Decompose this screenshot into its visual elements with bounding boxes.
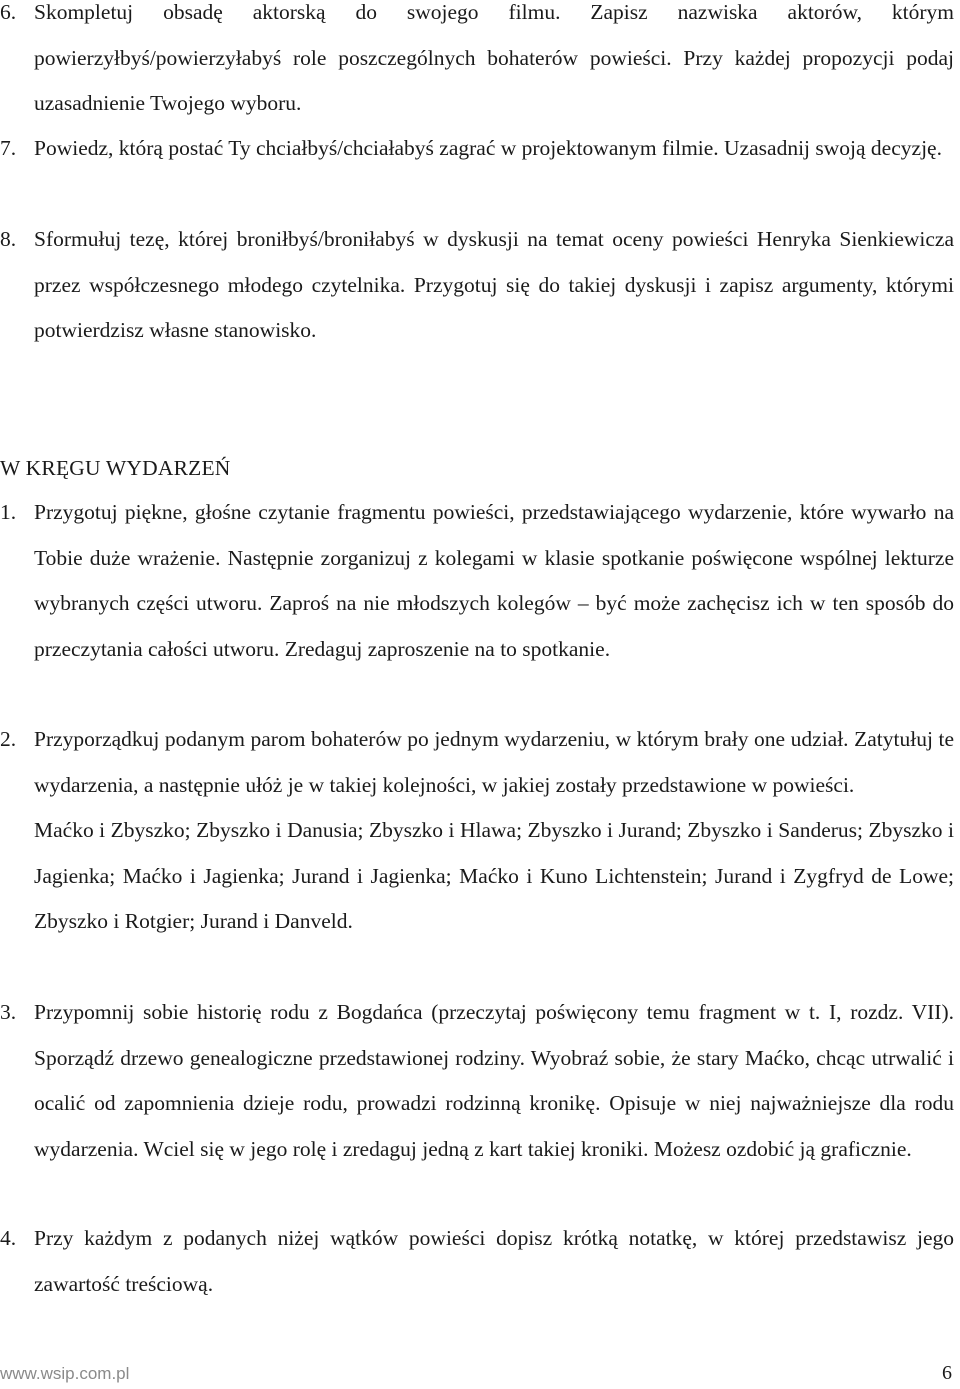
task-4 (0, 1216, 954, 1307)
page-number: 6 (942, 1362, 952, 1384)
task-text: Przypomnij sobie historię rodu z Bogdańca (przeczytaj poświęcony temu fragment w t. I, rozdz. VII). Sporządź drzewo genealogiczne przedstawionej rodziny. Wyobraź sobie, że stary Maćko, chcąc utrwalić i ocalić od zapomnienia dzieje rodu, prowadzi rodzinną kronikę. Opisuje w niej najważniejsze dla rodu wydarzenia. Wciel się w jego rolę i zredaguj jedną z kart takiej kroniki. Możesz ozdobić ją graficznie. (34, 1000, 954, 1161)
footer-url: www.wsip.com.pl (0, 1364, 130, 1383)
task-2 (0, 717, 954, 945)
task-number: 4. (0, 1226, 17, 1250)
task-text: Przy każdym z podanych niżej wątków powieści dopisz krótką notatkę, w której przedstawisz jego zawartość treściową. (34, 1226, 954, 1296)
question-number: 7. (0, 136, 17, 160)
question-8 (0, 217, 954, 354)
question-text: Sformułuj tezę, której broniłbyś/broniłabyś w dyskusji na temat oceny powieści Henryka Sienkiewicza przez współczesnego młodego czytelnika. Przygotuj się do takiej dyskusji i zapisz argumenty, którymi potwierdzisz własne stanowisko. (34, 227, 954, 342)
character-pairs-list: Maćko i Zbyszko; Zbyszko i Danusia; Zbyszko i Hlawa; Zbyszko i Jurand; Zbyszko i Sanderus; Zbyszko i Jagienka; Maćko i Jagienka; Jurand i Jagienka; Maćko i Kuno Lichtenstein; Jurand i Zygfryd de Lowe; Zbyszko i Rotgier; Jurand i Danveld. (34, 818, 954, 933)
question-number: 6. (0, 0, 17, 24)
task-number: 3. (0, 1000, 17, 1024)
question-number: 8. (0, 227, 17, 251)
question-text: Skompletuj obsadę aktorską do swojego filmu. Zapisz nazwiska aktorów, którym powierzyłbyś/powierzyłabyś role poszczególnych bohaterów powieści. Przy każdej propozycji podaj uzasadnienie Twojego wyboru. (34, 0, 954, 115)
section-heading: W KRĘGU WYDARZEŃ (0, 456, 231, 480)
task-number: 2. (0, 727, 17, 751)
task-3 (0, 990, 954, 1172)
task-1 (0, 490, 954, 672)
task-number: 1. (0, 500, 17, 524)
question-6 (0, 0, 954, 127)
task-text: Przygotuj piękne, głośne czytanie fragmentu powieści, przedstawiającego wydarzenie, które wywarło na Tobie duże wrażenie. Następnie zorganizuj z kolegami w klasie spotkanie poświęcone wspólnej lekturze wybranych części utworu. Zaproś na nie młodszych kolegów – być może zachęcisz ich w ten sposób do przeczytania całości utworu. Zredaguj zaproszenie na to spotkanie. (34, 500, 954, 661)
question-text: Powiedz, którą postać Ty chciałbyś/chciałabyś zagrać w projektowanym filmie. Uzasadnij swoją decyzję. (34, 136, 942, 160)
question-7 (0, 126, 954, 172)
task-text: Przyporządkuj podanym parom bohaterów po jednym wydarzeniu, w którym brały one udział. Zatytułuj te wydarzenia, a następnie ułóż je w takiej kolejności, w jakiej zostały przedstawione w powieści. (34, 727, 954, 797)
